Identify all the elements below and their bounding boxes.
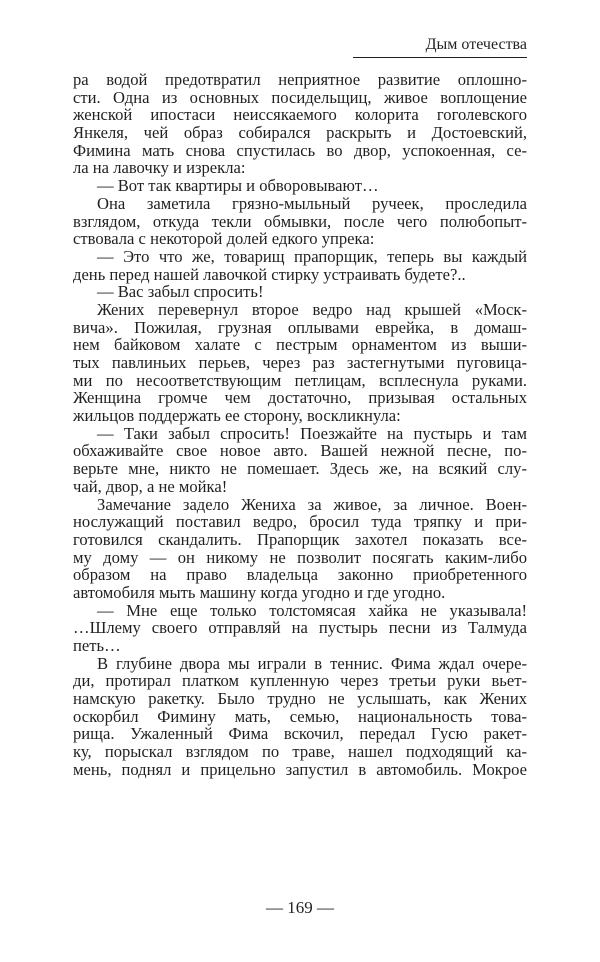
text-line: оскорбил Фимину мать, семью, национальность това- <box>73 706 527 726</box>
text-line: вича». Пожилая, грузная оплывами еврейка, в домаш- <box>73 317 527 337</box>
text-line: Женщина громче чем достаточно, призывая остальных <box>73 388 527 408</box>
header-rule <box>353 57 527 58</box>
text-line: …Шлему своего отправляй на пустырь песни из Талмуда <box>73 618 527 638</box>
text-line: — Вот так квартиры и обворовывают… <box>97 176 379 196</box>
text-line: готовился скандалить. Прапорщик захотел показать все- <box>73 529 527 549</box>
text-line: нослужащий поставил ведро, бросил туда тряпку и при- <box>73 512 527 532</box>
text-line: Жених перевернул второе ведро над крышей «Моск- <box>97 299 527 319</box>
text-line: мень, поднял и прицельно запустил в автомобиль. Мокрое <box>73 759 527 779</box>
text-line: петь… <box>73 636 121 655</box>
text-line: ра водой предотвратил неприятное развитие оплошно- <box>73 70 527 89</box>
text-line: день перед нашей лавочкой стирку устраивать будете?.. <box>73 264 466 284</box>
text-line: жильцов поддержать ее сторону, воскликнула: <box>73 406 401 426</box>
text-line: нем байковом халате с пестрым орнаментом из выши- <box>73 335 527 355</box>
text-line: чай, двор, а не мойка! <box>73 476 228 496</box>
text-line: ми по несоответствующим петлицам, всплеснула руками. <box>73 370 527 390</box>
text-line: сти. Одна из основных посидельщиц, живое воплощение <box>73 87 527 107</box>
text-line: — Мне еще только толстомясая хайка не указывала! <box>97 600 527 620</box>
text-line: ди, протирал платком купленную через третьи руки вьет- <box>73 671 527 691</box>
text-line: Янкеля, чей образ собирался раскрыть и Достоевский, <box>73 123 527 143</box>
text-line: Она заметила грязно-мыльный ручеек, проследила <box>97 193 527 213</box>
text-line: женской ипостаси неиссякаемого колорита гоголевского <box>73 105 527 125</box>
text-line: — Это что же, товарищ прапорщик, теперь вы каждый <box>97 246 527 266</box>
text-line: верьте мне, никто не помешает. Здесь же, на всякий слу- <box>73 459 527 479</box>
text-line: тых павлиньих перьев, через раз застегнутыми пуговица- <box>73 353 527 372</box>
text-line: обхаживайте свое новое авто. Вашей нежной песне, по- <box>73 441 527 461</box>
text-line: ствовала с некоторой долей едкого упрека: <box>73 229 375 249</box>
text-line: — Таки забыл спросить! Поезжайте на пустырь и там <box>97 423 527 443</box>
body-text <box>73 71 527 779</box>
text-line: образом на право владельца законно приобретенного <box>73 565 527 585</box>
text-line: ла на лавочку и изрекла: <box>73 158 246 178</box>
text-line: взглядом, откуда текли обмывки, после чего полюбопыт- <box>73 211 527 231</box>
page-number: — 169 — <box>266 898 334 917</box>
text-line: намскую ракетку. Было трудно не услышать, как Жених <box>73 689 527 709</box>
text-line: му дому — он никому не позволит посягать каким-либо <box>73 547 527 567</box>
text-line: В глубине двора мы играли в теннис. Фима ждал очере- <box>97 653 527 673</box>
text-line: рища. Ужаленный Фима вскочил, передал Гусю ракет- <box>73 724 527 744</box>
running-head: Дым отечества <box>425 36 527 53</box>
text-line: Замечание задело Жениха за живое, за личное. Воен- <box>97 494 527 514</box>
text-line: автомобиля мыть машину когда угодно и где угодно. <box>73 582 446 602</box>
text-line: Фимина мать снова спустилась во двор, успокоенная, се- <box>73 140 527 160</box>
text-line: ку, порыскал взглядом по траве, нашел подходящий ка- <box>73 742 527 762</box>
text-line: — Вас забыл спросить! <box>97 282 264 302</box>
